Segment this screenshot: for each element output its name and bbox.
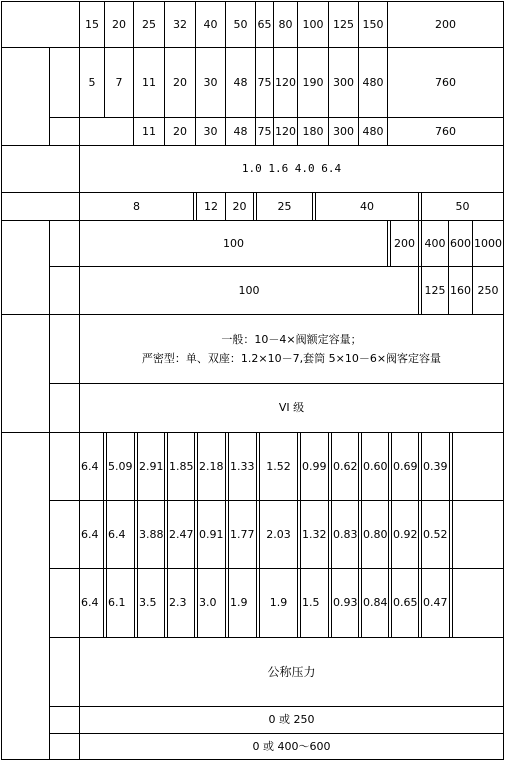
- kv-cell: 180: [302, 124, 324, 138]
- dp-cell: 0.62: [333, 459, 358, 473]
- dp-cell: 1.32: [302, 527, 327, 541]
- dp-cell: 2.03: [266, 527, 291, 541]
- size-cell: 32: [173, 17, 187, 31]
- dp-cell: 0.65: [393, 596, 418, 610]
- kv-cell: 300: [333, 124, 354, 138]
- size-cell: 40: [203, 17, 218, 31]
- ratio-cell: 160: [450, 283, 471, 297]
- grid-line: [253, 192, 254, 220]
- grid-line: [387, 220, 388, 266]
- ratio-cell: 100: [238, 283, 260, 297]
- leak-class: VI 级: [278, 401, 305, 415]
- kv-cell: 11: [142, 75, 156, 89]
- stroke-cell: 40: [360, 199, 374, 213]
- kv-cell: 75: [257, 124, 272, 138]
- dp-cell: 1.9: [269, 596, 288, 610]
- ratio-cell: 250: [477, 283, 499, 297]
- dp-cell: 6.4: [108, 527, 126, 541]
- dp-cell: 6.1: [108, 596, 126, 610]
- kv-cell: 30: [203, 75, 218, 89]
- dp-cell: 6.4: [81, 459, 99, 473]
- kv-cell: 20: [173, 124, 187, 138]
- dp-cell: 0.60: [363, 459, 388, 473]
- dp-cell: 6.4: [81, 596, 99, 610]
- dp-cell: 1.52: [266, 459, 291, 473]
- leakage-general: 一般：10－4×阀额定容量；: [221, 332, 362, 346]
- size-cell: 65: [257, 17, 272, 31]
- size-cell: 50: [233, 17, 248, 31]
- grid-line: [49, 47, 50, 145]
- dp-cell: 0.91: [199, 527, 224, 541]
- dp-cell: 1.33: [230, 459, 255, 473]
- dp-cell: 2.47: [169, 527, 194, 541]
- leakage-cell: [80, 315, 503, 383]
- grid-line: [418, 192, 419, 220]
- stroke-cell: 50: [455, 199, 470, 213]
- stroke-cell: 20: [232, 199, 247, 213]
- ratio-cell: 400: [424, 236, 446, 250]
- size-cell: 25: [142, 17, 156, 31]
- grid-line: [418, 220, 419, 266]
- kv-cell: 480: [362, 124, 384, 138]
- grid-line: [193, 192, 194, 220]
- kv-cell: 48: [233, 124, 248, 138]
- leakage-tight: 严密型：单、双座：1.2×10－7,套筒 5×10－6×阀客定容量: [141, 352, 442, 365]
- grid-line: [452, 432, 453, 637]
- dp-cell: 0.39: [423, 459, 448, 473]
- kv-cell: 30: [203, 124, 218, 138]
- ratio-cell: 125: [424, 283, 446, 297]
- size-cell: 200: [435, 17, 456, 31]
- dp-cell: 2.91: [139, 459, 164, 473]
- ratio-cell: 600: [450, 236, 471, 250]
- kv-cell: 48: [233, 75, 248, 89]
- kv-cell: 760: [435, 75, 456, 89]
- grid-line: [1, 759, 504, 760]
- temp-range-1: 0 或 250: [268, 713, 315, 727]
- kv-cell: 11: [142, 124, 156, 138]
- dp-cell: 3.5: [139, 596, 157, 610]
- kv-cell: 300: [333, 75, 354, 89]
- size-cell: 125: [333, 17, 354, 31]
- kv-cell: 120: [275, 75, 296, 89]
- grid-line: [297, 432, 298, 637]
- dp-cell: 6.4: [81, 527, 99, 541]
- dp-cell: 5.09: [108, 459, 133, 473]
- dp-cell: 1.85: [169, 459, 194, 473]
- kv-cell: 760: [435, 124, 456, 138]
- grid-line: [49, 314, 50, 432]
- kv-cell: 7: [115, 75, 123, 89]
- ratio-cell: 1000: [474, 236, 502, 250]
- dp-cell: 3.0: [199, 596, 217, 610]
- dp-cell: 2.3: [169, 596, 187, 610]
- size-cell: 15: [85, 17, 99, 31]
- dp-cell: 0.84: [363, 596, 388, 610]
- dp-cell: 0.92: [393, 527, 418, 541]
- dp-cell: 2.18: [199, 459, 224, 473]
- dp-cell: 0.69: [393, 459, 418, 473]
- dp-cell: 1.9: [230, 596, 248, 610]
- dp-cell: 0.99: [302, 459, 327, 473]
- temp-range-2: 0 或 400～600: [252, 739, 331, 753]
- kv-cell: 190: [302, 75, 324, 89]
- grid-line: [312, 192, 313, 220]
- dp-cell: 0.52: [423, 527, 448, 541]
- size-cell: 100: [302, 17, 324, 31]
- pressure-list: 1.0 1.6 4.0 6.4: [241, 162, 342, 176]
- dp-cell: 0.83: [333, 527, 358, 541]
- grid-line: [418, 266, 419, 314]
- dp-cell: 1.77: [230, 527, 255, 541]
- kv-cell: 20: [173, 75, 187, 89]
- kv-cell: 75: [257, 75, 272, 89]
- dp-cell: 0.93: [333, 596, 358, 610]
- stroke-cell: 8: [133, 199, 140, 213]
- dp-cell: 0.47: [423, 596, 448, 610]
- kv-cell: 480: [362, 75, 384, 89]
- dp-cell: 3.88: [139, 527, 164, 541]
- ratio-cell: 100: [223, 236, 244, 250]
- grid-line: [49, 220, 50, 314]
- dp-cell: 1.5: [302, 596, 320, 610]
- nominal-pressure: 公称压力: [267, 664, 316, 679]
- dp-cell: 0.80: [363, 527, 388, 541]
- kv-cell: 5: [88, 75, 96, 89]
- size-cell: 150: [362, 17, 384, 31]
- grid-line: [1, 1, 2, 760]
- ratio-cell: 200: [394, 236, 415, 250]
- stroke-cell: 25: [277, 199, 292, 213]
- stroke-cell: 12: [204, 199, 218, 213]
- size-cell: 80: [278, 17, 293, 31]
- size-cell: 20: [112, 17, 126, 31]
- grid-line: [49, 432, 50, 759]
- kv-cell: 120: [275, 124, 296, 138]
- grid-line: [503, 1, 504, 760]
